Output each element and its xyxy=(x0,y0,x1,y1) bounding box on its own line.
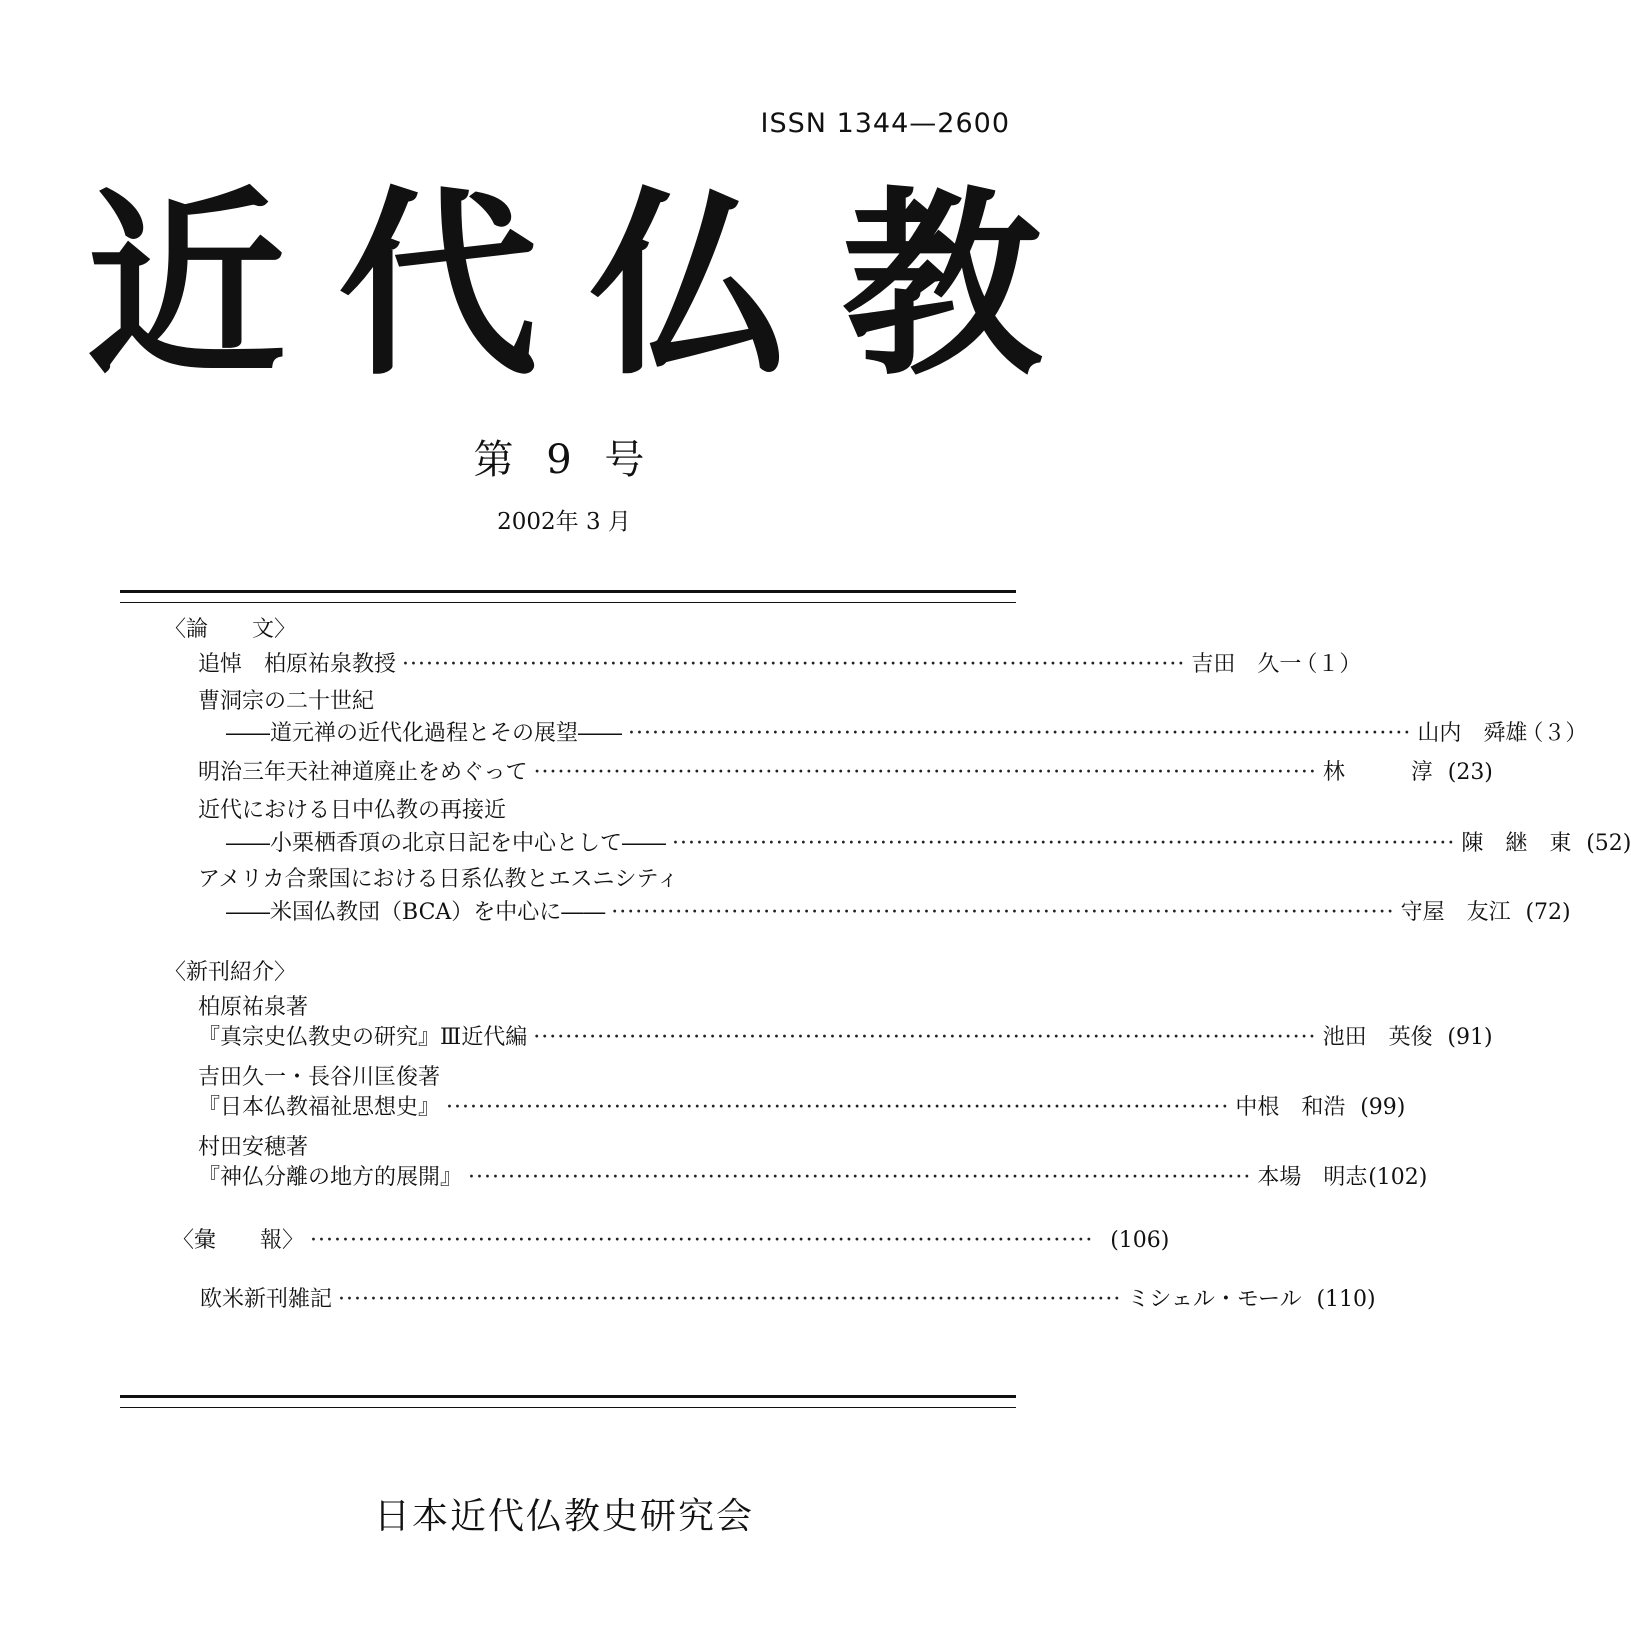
leader-dots: ·································································································· xyxy=(338,1287,1122,1312)
toc-entry[interactable] xyxy=(198,755,1493,786)
entry-page: (72) xyxy=(1525,900,1571,925)
toc-entry[interactable] xyxy=(226,826,1631,857)
entry-page: (99) xyxy=(1360,1095,1406,1120)
issn-number: ISSN 1344—2600 xyxy=(760,108,1010,139)
title-char: 代 xyxy=(337,168,538,403)
toc-entry[interactable] xyxy=(198,1090,1406,1121)
title-char: 仏 xyxy=(590,168,791,403)
leader-dots: ·································································································· xyxy=(446,1095,1230,1120)
top-divider xyxy=(120,590,1016,603)
entry-page: (102) xyxy=(1368,1165,1428,1190)
title-char: 近 xyxy=(85,168,286,403)
entry-title-line1: アメリカ合衆国における日系仏教とエスニシティ xyxy=(198,867,679,892)
entry-author: 吉田 久一 xyxy=(1191,652,1302,677)
entry-page: （３） xyxy=(1521,721,1588,746)
issue-date: 2002年 3 月 xyxy=(497,509,631,535)
entry-title: 明治三年天社神道廃止をめぐって xyxy=(198,760,528,785)
toc-entry[interactable] xyxy=(226,716,1588,747)
toc-entry[interactable] xyxy=(198,647,1362,678)
entry-title-line1: 村田安穂著 xyxy=(198,1135,309,1160)
leader-dots: ·································································································· xyxy=(468,1165,1252,1190)
entry-author: 林 淳 xyxy=(1322,760,1433,785)
leader-dots: ·································································································· xyxy=(672,831,1456,856)
entry-page: (23) xyxy=(1447,760,1493,785)
entry-author: 中根 和浩 xyxy=(1235,1095,1346,1120)
entry-title-line1: 近代における日中仏教の再接近 xyxy=(198,798,507,823)
entry-subtitle: ――米国仏教団（BCA）を中心に―― xyxy=(226,900,606,925)
reviews-heading: 〈新刊紹介〉 xyxy=(164,960,297,985)
leader-dots: ·································································································· xyxy=(533,1025,1317,1050)
entry-author: ミシェル・モール xyxy=(1127,1287,1302,1312)
entry-author: 池田 英俊 xyxy=(1322,1025,1433,1050)
entry-title-line1: 曹洞宗の二十世紀 xyxy=(198,689,375,714)
leader-dots: ·································································································· xyxy=(310,1228,1094,1253)
articles-heading: 〈論 文〉 xyxy=(164,617,297,642)
entry-title: 『神仏分離の地方的展開』 xyxy=(198,1165,463,1190)
toc-entry[interactable] xyxy=(198,1020,1493,1051)
toc-entry[interactable] xyxy=(200,1282,1376,1313)
entry-page: (52) xyxy=(1586,831,1631,856)
entry-page: （１） xyxy=(1295,652,1362,677)
entry-subtitle: ――小栗栖香頂の北京日記を中心として―― xyxy=(226,831,667,856)
news-heading: 〈彙 報〉 xyxy=(172,1228,305,1253)
leader-dots: ·································································································· xyxy=(533,760,1317,785)
entry-title-line1: 吉田久一・長谷川匡俊著 xyxy=(198,1065,441,1090)
entry-author: 陳 継 東 xyxy=(1461,831,1572,856)
entry-author: 本場 明志 xyxy=(1257,1165,1368,1190)
issue-number: 第 9 号 xyxy=(473,437,655,483)
bottom-divider xyxy=(120,1395,1016,1408)
leader-dots: ·································································································· xyxy=(402,652,1186,677)
entry-title: 『日本仏教福祉思想史』 xyxy=(198,1095,441,1120)
leader-dots: ·································································································· xyxy=(611,900,1395,925)
leader-dots: ·································································································· xyxy=(628,721,1412,746)
title-char: 教 xyxy=(842,168,1043,403)
toc-entry[interactable] xyxy=(226,895,1571,926)
journal-title xyxy=(0,168,1128,403)
entry-title-line1: 柏原祐泉著 xyxy=(198,995,309,1020)
entry-title: 『真宗史仏教史の研究』Ⅲ近代編 xyxy=(198,1025,528,1050)
entry-author: 山内 舜雄 xyxy=(1417,721,1528,746)
toc-entry[interactable] xyxy=(198,1160,1428,1191)
entry-title: 追悼 柏原祐泉教授 xyxy=(198,652,397,677)
entry-page: (110) xyxy=(1316,1287,1376,1312)
toc-entry-news[interactable] xyxy=(172,1223,1170,1254)
entry-title: 欧米新刊雑記 xyxy=(200,1287,333,1312)
publisher-name: 日本近代仏教史研究会 xyxy=(373,1496,754,1537)
entry-subtitle: ――道元禅の近代化過程とその展望―― xyxy=(226,721,623,746)
entry-page: (91) xyxy=(1447,1025,1493,1050)
entry-page: (106) xyxy=(1110,1228,1170,1253)
entry-author: 守屋 友江 xyxy=(1400,900,1511,925)
